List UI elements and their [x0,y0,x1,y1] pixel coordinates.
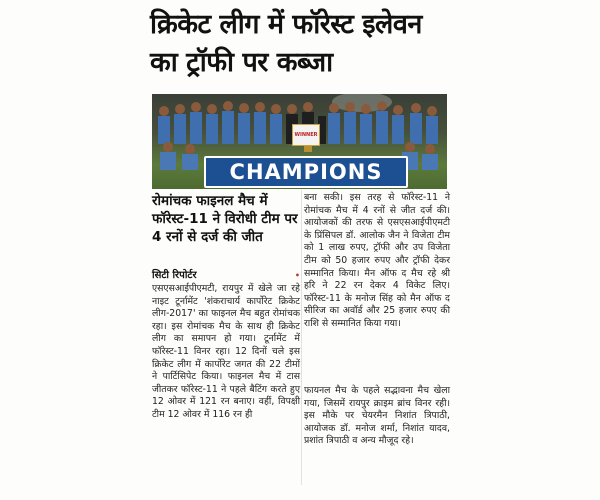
byline [152,269,300,282]
body-column-1: एसएसआईपीएमटी, रायपुर में खेले जा रहे नाइट टूर्नामेंट 'शंकराचार्य कार्पोरेट क्रिकेट लीग-2017' का फाइनल मैच बहुत रोमांचक रहा। इस रोमांचक मैच के साथ ही क्रिकेट लीग का समापन हो गया। टूर्नामेंट में फॉरेस्ट-11 विनर रहा। 12 दिनों चले इस क्रिकेट लीग में कार्पोरेट जगत की 22 टीमों ने पार्टिसिपेट किया। फाइनल मैच में टास जीतकर फॉरेस्ट-11 ने पहले बैटिंग करते हुए 12 ओवर में 121 रन बनाए। वहीं, विपक्षी टीम 12 ओवर में 116 रन ही [152,283,300,420]
headline [150,6,450,82]
subheadline: रोमांचक फाइनल मैच में फॉरेस्ट-11 ने विरोधी टीम पर 4 रनों से दर्ज की जीत [152,193,298,245]
winner-board: WINNER [292,124,320,146]
body-column-2: बना सकी। इस तरह से फॉरेस्ट-11 ने रोमांचक मैच में 4 रनों से जीत दर्ज की। आयोजकों की तरफ से एसएसआईपीएमटी के प्रिंसिपल डॉ. आलोक जैन ने विजेता टीम को 1 लाख रुपए, ट्रॉफी और उप विजेता टीम को 50 हजार रुपए और ट्रॉफी देकर सम्मानित किया। मैन ऑफ द मैच रहे श्री हरि ने 22 रन देकर 4 विकेट लिए। फॉरेस्ट-11 के मनोज सिंह को मैन ऑफ द सीरिज का अवॉर्ड और 25 हजार रुपए की राशि से सम्मानित किया गया। [304,192,450,329]
team-photo [152,94,447,189]
headline-line-1: क्रिकेट लीग में फॉरेस्ट इलेवन [150,9,422,40]
byline-text: सिटी रिपोर्टर [152,270,197,281]
column-divider [301,190,302,485]
headline-line-2: का ट्रॉफी पर कब्जा [150,47,333,78]
body-column-2-paragraph-2: फायनल मैच के पहले सद्भावना मैच खेला गया, जिसमें रायपुर क्राइम ब्रांच विनर रही। इस मौके पर चेयरमैन निशांत त्रिपाठी, आयोजक डॉ. मनोज शर्मा, निशांत यादव, प्रशांत त्रिपाठी व अन्य मौजूद रहे। [304,385,450,447]
champions-banner: CHAMPIONS [204,156,408,188]
byline-dot: • [294,271,300,280]
